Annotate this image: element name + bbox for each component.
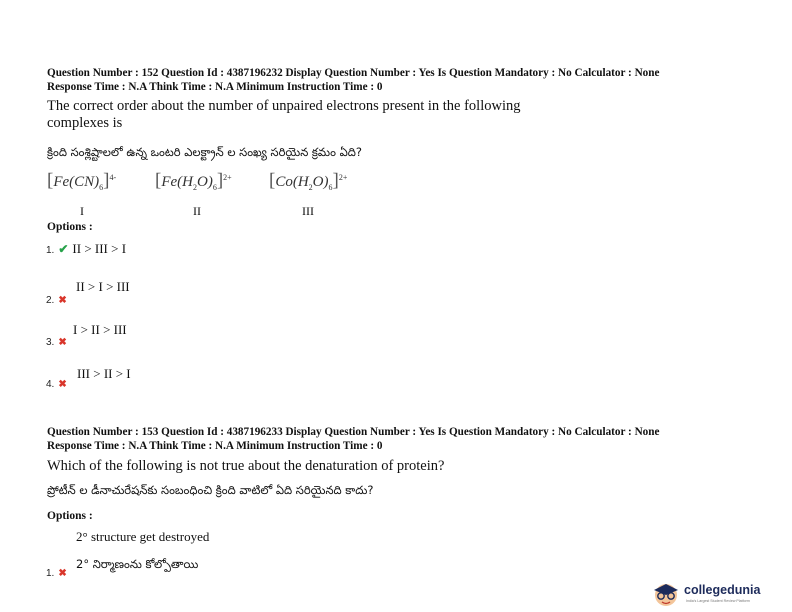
logo-mascot-icon [650,578,682,608]
q152-options-label: Options : [47,221,93,233]
q152-option-4-marker [46,374,67,392]
cross-icon: ✖ [58,568,67,579]
complex-2-label: II [193,204,201,218]
logo-wordmark: collegedunia [684,583,761,597]
collegedunia-logo [650,578,790,608]
q153-option-1-text[interactable]: 2° structure get destroyed [76,529,210,544]
check-icon: ✔ [58,242,69,256]
complex-3-label: III [302,204,314,218]
q152-meta-line1: Question Number : 152 Question Id : 4387196232 Display Question Number : Yes Is Question Mandatory : No Calculator : None [47,67,660,79]
option-text: II > III > I [72,241,127,256]
q152-option-3-text[interactable]: I > II > III [73,322,127,337]
cross-icon: ✖ [58,379,67,390]
complex-1: $[Fe(CN)_6]^{4-}$ [47,170,117,192]
q153-options-label: Options : [47,510,93,522]
q152-telugu-text: క్రింది సంశ్లిష్టాలలో ఉన్న ఒంటరి ఎలక్ట్రాన్ ల సంఖ్య సరియైన క్రమం ఏది? [47,145,362,159]
q153-text: Which of the following is not true about the denaturation of protein? [47,458,445,474]
complex-1-label: I [80,204,84,218]
q152-meta-line2: Response Time : N.A Think Time : N.A Minimum Instruction Time : 0 [47,81,383,93]
option-number: 4. [46,379,55,390]
q153-option-1-marker [46,563,67,581]
q152-option-4-text[interactable]: III > II > I [77,366,131,381]
q152-option-3-marker [46,332,67,350]
complex-2: $[Fe(H_2O)_6]^{2+}$ [155,170,232,192]
q152-option-2-text[interactable]: II > I > III [76,279,130,294]
q153-telugu-text: ప్రోటీన్ ల డీనాచురేషన్‌కు సంబంధించి క్రింది వాటిలో ఏది సరియైనది కాదు? [47,483,374,497]
complex-3: $[Co(H_2O)_6]^{2+}$ [269,170,348,192]
logo-tagline: India's Largest Student Review Platform [686,599,750,603]
option-number: 1. [46,568,55,579]
option-number: 2. [46,295,55,306]
q153-meta-line2: Response Time : N.A Think Time : N.A Minimum Instruction Time : 0 [47,440,383,452]
option-number: 3. [46,337,55,348]
q153-meta-line1: Question Number : 153 Question Id : 4387196233 Display Question Number : Yes Is Question Mandatory : No Calculator : None [47,426,660,438]
q152-text-line2: complexes is [47,115,123,131]
q153-option-1-telugu: 2° నిర్మాణంను కోల్పోతాయి [76,557,199,571]
q152-text-line1: The correct order about the number of unpaired electrons present in the following [47,98,521,114]
cross-icon: ✖ [58,337,67,348]
q152-option-2-marker [46,290,67,308]
cross-icon: ✖ [58,295,67,306]
q152-option-1[interactable] [46,240,126,258]
option-number: 1. [46,245,55,256]
